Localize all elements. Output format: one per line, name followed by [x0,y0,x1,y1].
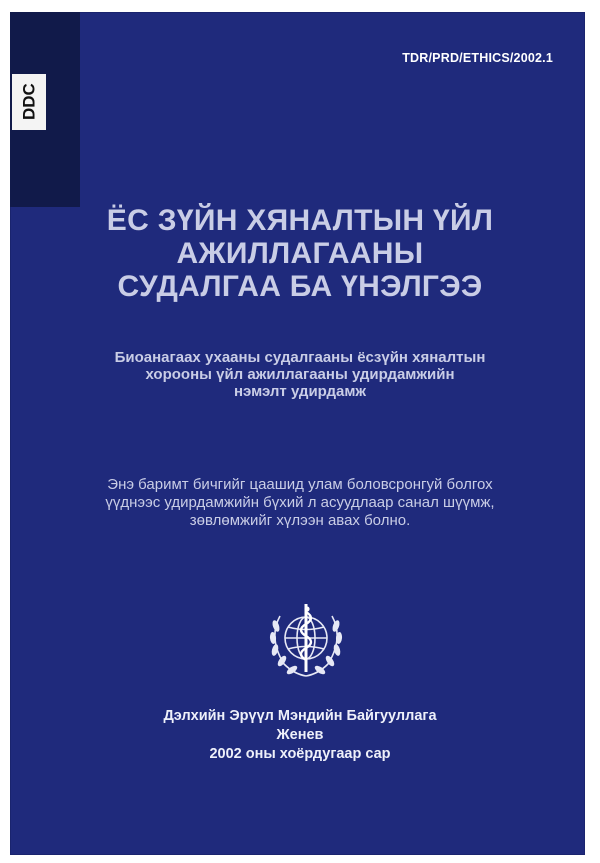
document-code: TDR/PRD/ETHICS/2002.1 [402,51,553,65]
title-line: АЖИЛЛАГААНЫ [176,237,424,270]
subtitle-line: Биоанагаах ухааны судалгааны ёсзүйн хяналтын [114,349,486,366]
publisher-block [60,707,540,764]
feedback-notice [60,476,540,530]
publisher-name: Дэлхийн Эрүүл Мэндийн Байгууллага [163,708,437,724]
notice-line: Энэ баримт бичгийг цаашид улам боловсронгуй болгох [107,476,493,493]
publisher-city: Женев [276,727,324,743]
title-line: ЁС ЗҮЙН ХЯНАЛТЫН ҮЙЛ [106,204,494,237]
title-line: СУДАЛГАА БА ҮНЭЛГЭЭ [117,270,483,303]
library-side-label: DDC [12,74,46,130]
subtitle-line: хорооны үйл ажиллагааны удирдамжийн [145,366,455,383]
publication-date: 2002 оны хоёрдугаар сар [209,746,391,762]
notice-line: үүднээс удирдамжийн бүхий л асуудлаар санал шүүмж, [105,494,495,511]
document-title [60,204,540,303]
notice-line: зөвлөмжийг хүлээн авах болно. [189,512,411,529]
document-subtitle [60,349,540,400]
subtitle-line: нэмэлт удирдамж [233,383,367,400]
who-emblem-icon [258,598,354,682]
